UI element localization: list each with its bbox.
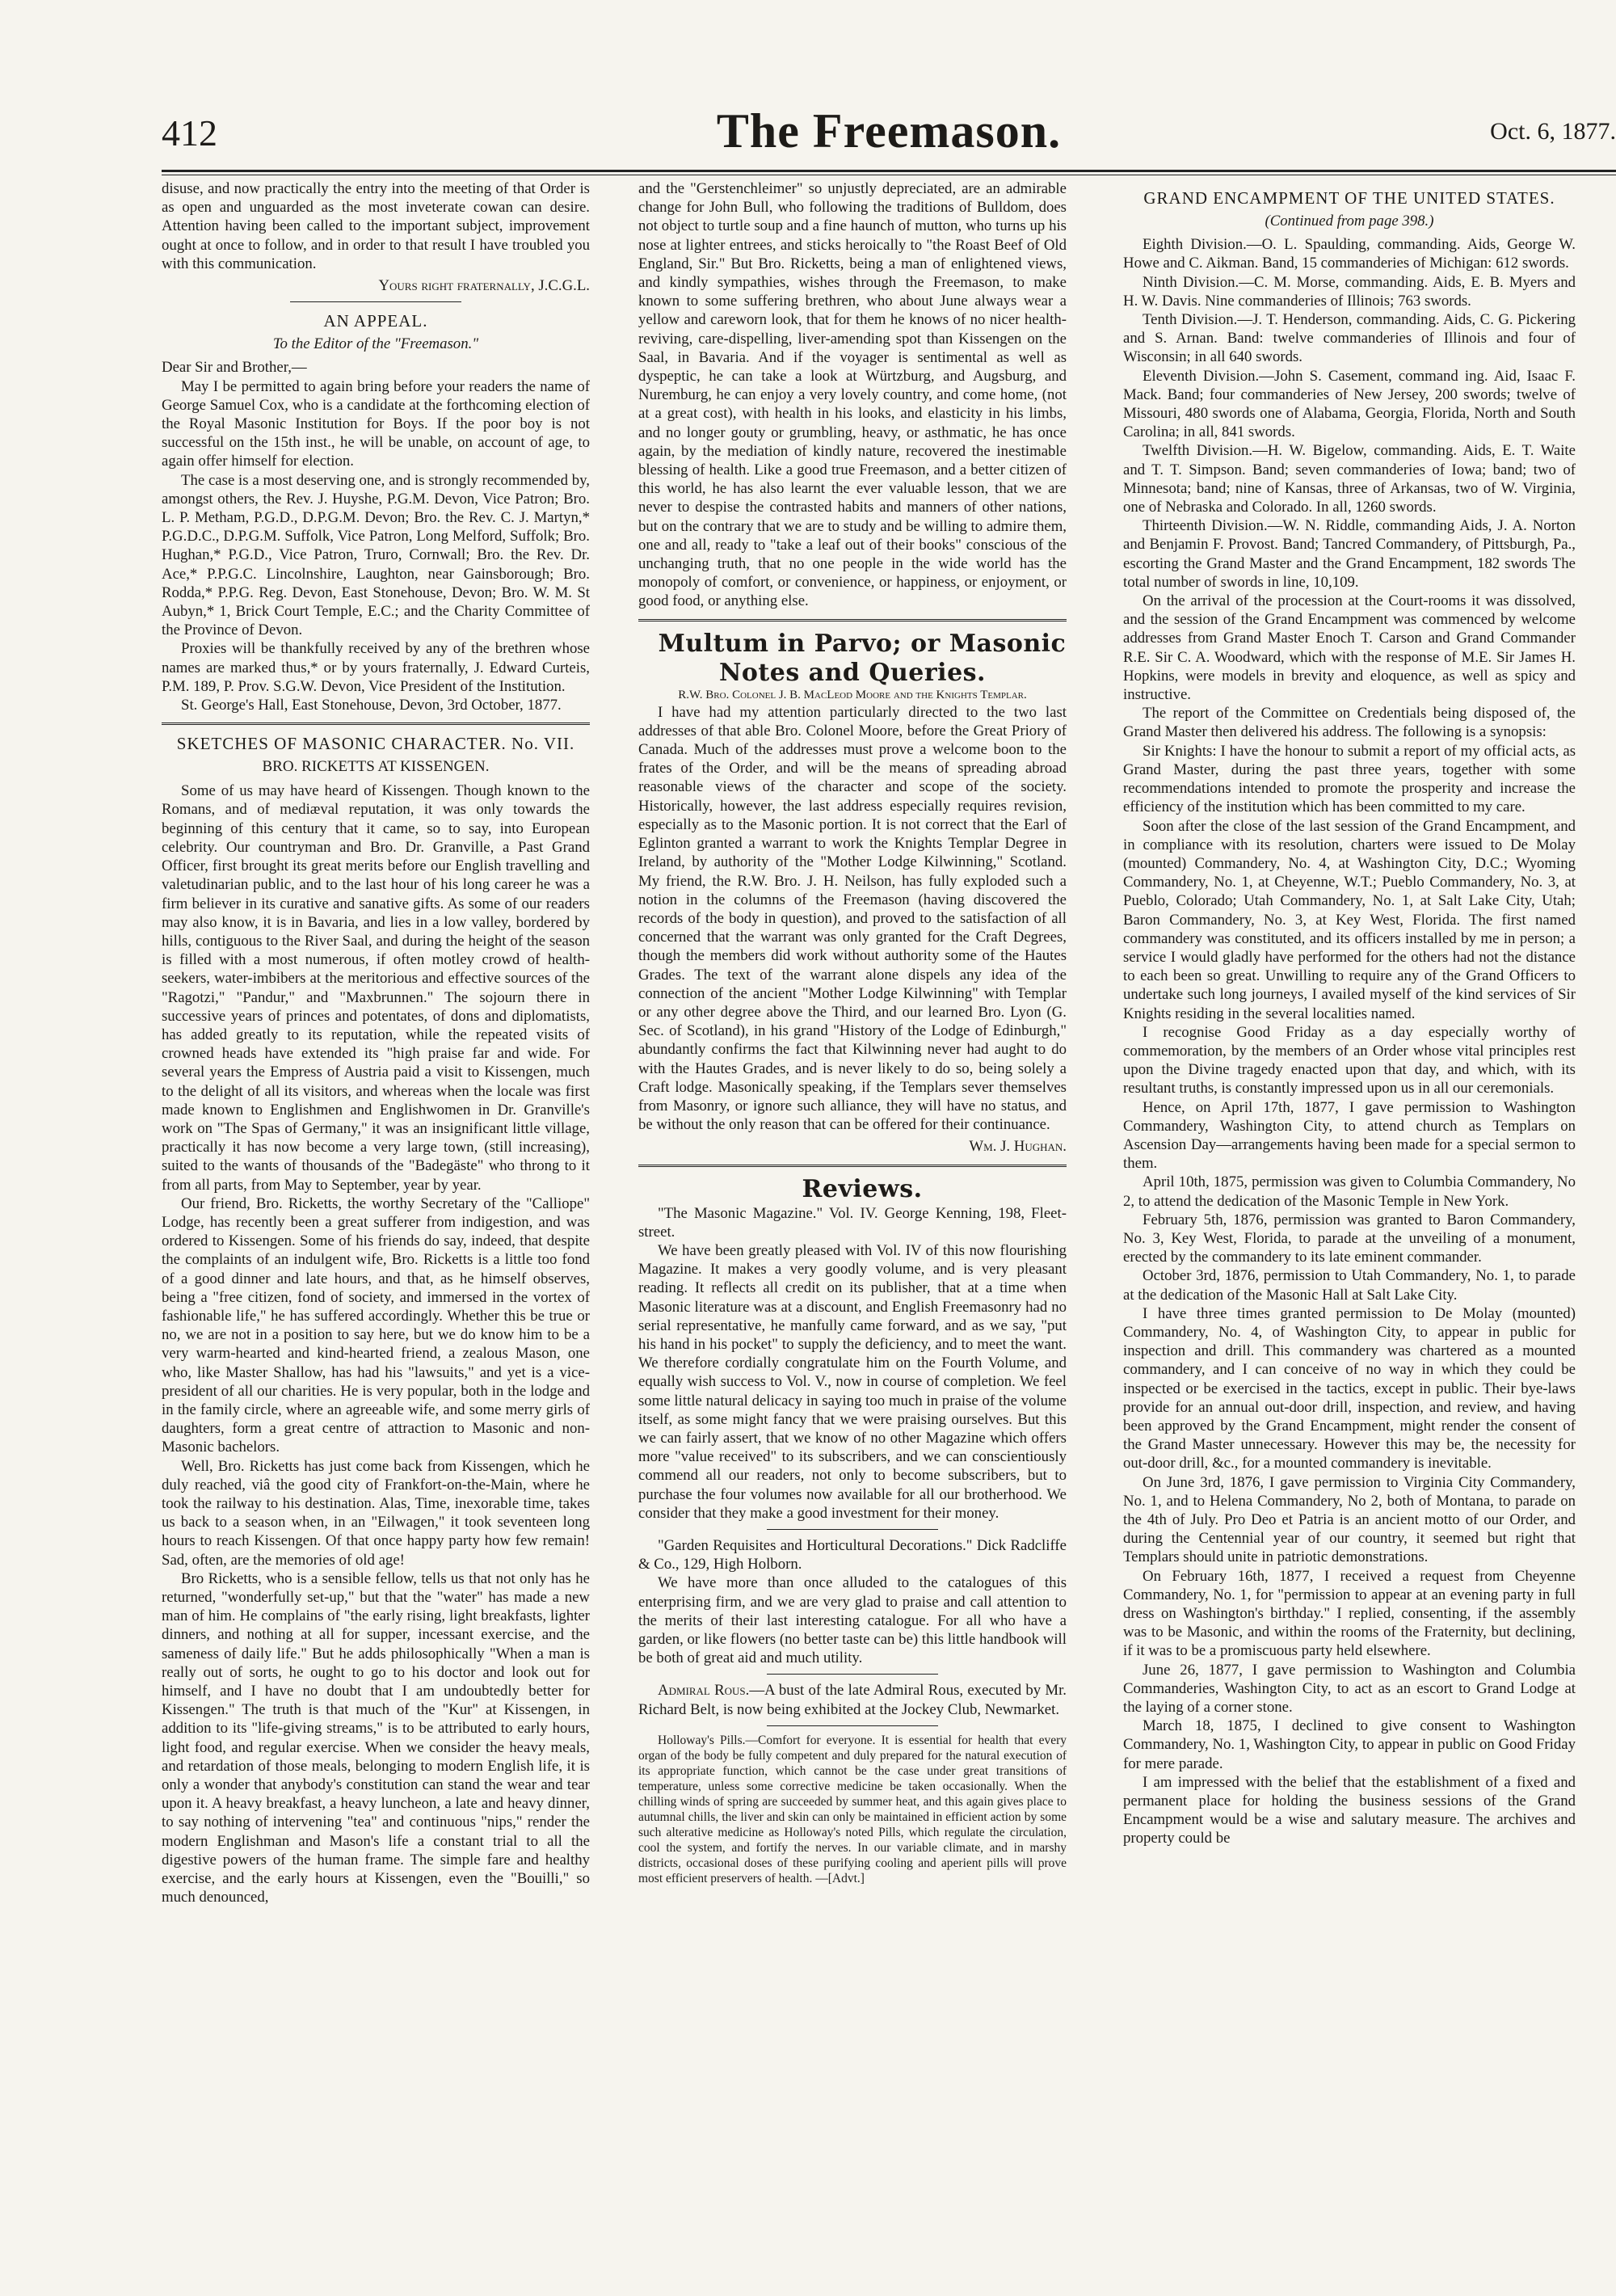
reviews-title: Reviews. [802, 1174, 923, 1203]
report-paragraph: I am impressed with the belief that the establishment of a fixed and permanent place for holding the business sessions of the Grand Encampment would be a wise and salutary measure. The archives and property could be [1123, 1773, 1576, 1847]
sketch-paragraph: Some of us may have heard of Kissengen. Though known to the Romans, and of mediæval reputation, it was only towards the beginning of this century that it came, so to say, into European celebrity. Our countryman and Bro. Dr. Granville, a Past Grand Officer, first brought its great merits before our English travelling and valetudinarian public, and to the last hour of his long career he was a firm believer in its curative and sanative gifts. As some of our readers may also know, it is in Bavaria, and lies in a low valley, bordered by hills, contiguous to the River Saal, and during the height of the season is filled with a most numerous, if often motley crowd of health-seekers, water-imbibers at the meritorious and effective sources of the "Ragotzi," "Pandur," and "Maxbrunnen." The sojourn there in successive years of princes and potentates, of dons and diplomatists, has added greatly to its reputation, while the repeated visits of crowned heads have extended its "high praise far and wide. For several years the Empress of Austria paid a visit to Kissengen, much to the delight of all its visitors, and whereas when the locale was first made known to Englishmen and Englishwomen in Dr. Granville's work on "The Spas of Germany," it was an insignificant little village, practically it has now become a very large town, (still increasing), suited to the wants of thousands of the "Badegäste" who throng to it from all parts, from May to September, year by year. [162, 782, 590, 1194]
sketch-title: SKETCHES OF MASONIC CHARACTER. No. VII. [176, 734, 575, 754]
report-paragraph: On February 16th, 1877, I received a request from Cheyenne Commandery, No. 1, for "permission to appear at an evening party in full dress on Washington's birthday." I replied, consenting, if the assembly was to be Masonic, and within the rooms of the Fraternity, but declining, if it was to be a promiscuous party held elsewhere. [1123, 1567, 1576, 1660]
masthead-rule [162, 170, 1616, 172]
sketch-paragraph: Well, Bro. Ricketts has just come back from Kissengen, which he duly reached, viâ the good city of Frankfort-on-the-Main, where he took the railway to his destination. Alas, Time, inexorable time, takes us back to a season when, in an "Eilwagen," it took seventeen long hours to reach Kissengen. Of that once happy party how few remain! Sad, often, are the memories of old age! [162, 1457, 590, 1569]
sketch-subtitle: BRO. RICKETTS AT KISSENGEN. [262, 758, 490, 776]
section-rule [162, 723, 590, 725]
sketch-continuation: and the "Gerstenchleimer" so unjustly depreciated, are an admirable change for John Bull, who following the traditions of Bulldom, does not object to turtle soup and a fine haunch of mutton, who turns up his nose at lighter entrees, and sticks heroically to "the Roast Beef of Old England, Sir." But Bro. Ricketts, being a man of enlightened views, and kindly sympathies, wishes through the Freemason, to make known to some suffering brethren, who about June always wear a yellow and careworn look, that for them he knows of no nicer health-reviving, care-dispelling, liver-amending spot than Kissengen on the Saal, in Bavaria. And if the voyager is sentimental as well as dyspeptic, he can take a look at Würtzburg, and Augsburg, and Nuremburg, he can enjoy a very lovely country, and come home, (not at a great cost), with health in his looks, and elasticity in his limbs, and no longer gouty or grumbling, heavy, or asthmatic, he has once again, by the mediation of kindly nature, recovered the inestimable blessing of health. Like a good true Freemason, and a better citizen of this world, he has also learnt the ever valuable lesson, that we are never to despise the contrasted habits and manners of other nations, but on the contrary that we are to study and be willing to admire them, one and all, ready to "take a leaf out of their books" conscious of the unchanging truth, that no one people in the wide world has the monopoly of comfort, or convenience, or happiness, or enjoyment, or good food, or anything else. [638, 180, 1067, 610]
multum-paragraph: I have had my attention particularly directed to the two last addresses of that able Bro. Colonel Moore, before the Great Priory of Canada. Much of the addresses must prove a welcome boon to the frates of the Order, and will be the means of spreading abroad reasonable views of the character and scope of the society. Historically, however, the last address especially requires revision, especially as to the Masonic portion. It is not correct that the Earl of Eglinton granted a warrant to work the Knights Templar Degree in Ireland, by authority of the "Mother Lodge Kilwinning," Scotland. My friend, the R.W. Bro. J. H. Neilson, has fully exploded such a notion in the columns of the Freemason (having discovered the records of the body in question), and proved to the satisfaction of all concerned that the warrant was only granted for the Craft Degrees, though the members did work without authority some of the Hautes Grades. The text of the warrant alone dispels any idea of the connection of the ancient "Mother Lodge Kilwinning" with Templar or any other degree above the Third, and our learned Bro. Lyon (G. Sec. of Scotland), in his grand "History of the Lodge of Edinburgh," abundantly confirms the fact that Kilwinning never had aught to do with the Hautes Grades, and is never likely to do so, being solely a Craft lodge. Masonically speaking, if the Templars sever themselves from Masonry, or ignore such alliance, they will have no status, and be without the only reason that can be offered for their continuance. [638, 703, 1067, 1134]
division-entry: Ninth Division.—C. M. Morse, commanding. Aids, E. B. Myers and H. W. Davis. Nine commanderies of Illinois; 763 swords. [1123, 273, 1576, 310]
division-entry: Eighth Division.—O. L. Spaulding, commanding. Aids, George W. Howe and C. Aikman. Band, 15 commanderies of Michigan: 612 swords. [1123, 236, 1576, 272]
section-rule [638, 619, 1067, 621]
report-paragraph: Sir Knights: I have the honour to submit a report of my official acts, as Grand Master, during the past three years, together with some recommendations intended to promote the prosperity and increase the efficiency of the institution which has been committed to my care. [1123, 742, 1576, 816]
encampment-title: GRAND ENCAMPMENT OF THE UNITED STATES. [1143, 188, 1555, 208]
report-paragraph: I recognise Good Friday as a day especially worthy of commemoration, by the members of an Order whose vital principles rest upon the Divine tragedy enacted upon that day, and which, with its resultant truths, is constantly impressed upon us in all our ceremonials. [1123, 1023, 1576, 1097]
multum-title: Multum in Parvo; or Masonic Notes and Queries. [658, 629, 1067, 687]
divider [767, 1529, 938, 1530]
report-paragraph: On the arrival of the procession at the Court-rooms it was dissolved, and the session of the Grand Encampment was commenced by welcome addresses from Grand Master Enoch T. Carson and Grand Commander R.E. Sir C. A. Woodward, which with the response of M.E. Sir James H. Hopkins, were models in brevity and eloquence, as well as spicy and instructive. [1123, 592, 1576, 704]
section-rule [638, 1165, 1067, 1167]
letter-signature: Yours right fraternally, J.C.G.L. [378, 277, 590, 295]
letter-end: disuse, and now practically the entry into the meeting of that Order is as open and unguarded as the most inveterate cowan can desire. Attention having been called to the important subject, improvement ought at once to follow, and in order to that result I have troubled you with this communication. [162, 180, 590, 272]
report-paragraph: Hence, on April 17th, 1877, I gave permission to Washington Commandery, Washington City, to attend church as Templars on Ascension Day—arrangements having been made for a special sermon to them. [1123, 1098, 1576, 1173]
appeal-paragraph: The case is a most deserving one, and is strongly recommended by, amongst others, the Rev. J. Huyshe, P.G.M. Devon, Vice Patron; Bro. L. P. Metham, P.G.D., D.P.G.M. Devon; Bro. the Rev. C. J. Martyn,* P.G.D.C., D.P.G.M. Suffolk, Vice Patron, Long Melford, Suffolk; Bro. Hughan,* P.G.D., Vice Patron, Truro, Cornwall; Bro. the Rev. Dr. Ace,* P.P.G.C. Lincolnshire, Laughton, near Gainsborough; Bro. Rodda,* P.P.G. Reg. Devon, East Stonehouse, Devon; Bro. W. M. St Aubyn,* 1, Brick Court Temple, E.C.; and the Charity Committee of the Province of Devon. [162, 471, 590, 639]
sketch-paragraph: Our friend, Bro. Ricketts, the worthy Secretary of the "Calliope" Lodge, has recently been a great sufferer from indigestion, and was ordered to Kissengen. Some of his friends do say, indeed, that despite the complaints of an indulgent wife, Bro. Ricketts is a little too fond of a good dinner and late hours, and that, as he himself observes, being a "free citizen, fond of society, and immersed in the vortex of fashionable life," he has suffered accordingly. Whether this be true or no, we are not in a position to say here, but we do know him to be a very warm-hearted and kind-hearted friend, a zealous Mason, one who, like Master Shallow, has had his "lawsuits," and yet is a vice-president of all our charities. He is very popular, both in the lodge and in the family circle, where an agreeable wife, and some merry girls of daughters, form a great centre of attraction to Masonic and non-Masonic bachelors. [162, 1194, 590, 1456]
review-body: We have more than once alluded to the catalogues of this enterprising firm, and we are very glad to praise and call attention to the merits of their last interesting catalogue. For all who have a garden, or like flowers (no better taste can be) this little handbook will be both of great aid and much utility. [638, 1574, 1067, 1667]
multum-signature: Wm. J. Hughan. [969, 1138, 1067, 1156]
appeal-paragraph: Proxies will be thankfully received by any of the brethren whose names are marked thus,* or by yours fraternally, J. Edward Curteis, P.M. 189, P. Prov. S.G.W. Devon, Vice President of the Institution. [162, 640, 590, 695]
column-2 [638, 179, 1067, 1886]
report-paragraph: On June 3rd, 1876, I gave permission to Virginia City Commandery, No. 1, and to Helena Commandery, No 2, both of Montana, to parade on the 4th of July. Pro Deo et Patria is an ancient motto of our Order, and during the Centennial year of our country, it seemed but right that Templars should unite in patriotic demonstrations. [1123, 1473, 1576, 1566]
report-paragraph: October 3rd, 1876, permission to Utah Commandery, No. 1, to parade at the dedication of the Masonic Hall at Salt Lake City. [1123, 1267, 1576, 1304]
report-paragraph: February 5th, 1876, permission was granted to Baron Commandery, No. 3, Key West, Florida, to parade at the unveiling of a monument, erected by the commandery to its late eminent commander. [1123, 1211, 1576, 1266]
sketch-paragraph: Bro Ricketts, who is a sensible fellow, tells us that not only has he returned, "wonderfully set-up," but that the "water" has made a new man of him. He complains of "the early rising, light breakfasts, lighter dinners, and nothing at all for supper, incessant exercise, and the sameness of daily life." But he adds philosophically "When a man is really out of sorts, he ought to go to his doctor and look out for himself, and I have no doubt that I am undoubtedly better for Kissengen." The truth is that much of the "Kur" at Kissengen, in addition to its "life-giving streams," is to be attributed to early hours, light food, and regular exercise. When we consider the heavy meals, and retardation of those meals, belonging to modern English life, it is only a wonder that anybody's constitution can stand the wear and tear upon it. A heavy breakfast, a heavy luncheon, a late and heavy dinner, to say nothing of intervening "tea" and continuous "nips," render the modern Englishman and Mason's life a constant trial to all the digestive powers of the human frame. The simple fare and healthy exercise, and the early hours at Kissengen, even the "Bouilli," so much denounced, [162, 1569, 590, 1906]
multum-subtitle: R.W. Bro. Colonel J. B. MacLeod Moore and the Knights Templar. [678, 688, 1027, 701]
division-entry: Twelfth Division.—H. W. Bigelow, commanding. Aids, E. T. Waite and T. T. Simpson. Band; seven commanderies of Iowa; band; two of Minnesota; band; nine of Kansas, three of Arkansas, two of W. Virginia, one of Nebraska and Colorado. In all, 1260 swords. [1123, 442, 1576, 516]
admiral-body: —A bust of the late Admiral Rous, executed by Mr. Richard Belt, is now being exhibited at the Jockey Club, Newmarket. [638, 1682, 1067, 1718]
report-paragraph: June 26, 1877, I gave permission to Washington and Columbia Commanderies, Washington City, to act as an escort to Grand Lodge at the laying of a corner stone. [1123, 1661, 1576, 1717]
review-heading: "Garden Requisites and Horticultural Decorations." Dick Radcliffe & Co., 129, High Holborn. [638, 1537, 1067, 1573]
report-paragraph: April 10th, 1875, permission was given to Columbia Commandery, No 2, to attend the dedication of the Masonic Temple in New York. [1123, 1173, 1576, 1210]
column-3 [1123, 179, 1576, 1848]
appeal-addressee: To the Editor of the "Freemason." [272, 335, 479, 353]
issue-date: Oct. 6, 1877. [1490, 118, 1616, 145]
divider [767, 1674, 938, 1675]
division-entry: Thirteenth Division.—W. N. Riddle, commanding Aids, J. A. Norton and Benjamin F. Provost. Band; Tancred Commandery, of Pittsburgh, Pa., escorting the Grand Master and the Grand Encampment, 182 swords The total number of swords in line, 10,109. [1123, 517, 1576, 591]
division-entry: Tenth Division.—J. T. Henderson, commanding. Aids, C. G. Pickering and S. Arnan. Band: twelve commanderies of Illinois and four of Wisconsin; in all 640 swords. [1123, 311, 1576, 366]
report-paragraph: Soon after the close of the last session of the Grand Encampment, and in compliance with its resolution, charters were issued to De Molay (mounted) Commandery, No. 4, at Washington City, D.C.; Wyoming Commandery, No. 1, at Cheyenne, W.T.; Pueblo Commandery, No. 3, at Pueblo, Colorado; Utah Commandery, No. 1, at Salt Lake City, Utah; Baron Commandery, No. 3, at Key West, Florida. The first named commandery was constituted, and its officers installed by me in person; a service I would gladly have performed for the others had not the distance to each been so great. Unwilling to require any of the Grand Officers to undertake such long journeys, I availed myself of the kind services of Sir Knights residing in the several localities named. [1123, 817, 1576, 1022]
divider [290, 301, 461, 302]
appeal-title: AN APPEAL. [323, 311, 428, 331]
review-heading: "The Masonic Magazine." Vol. IV. George Kenning, 198, Fleet-street. [638, 1204, 1067, 1241]
page-number: 412 [162, 112, 217, 154]
newspaper-title: The Freemason. [716, 104, 1062, 158]
column-1 [162, 179, 590, 1906]
masthead [162, 103, 1616, 176]
divider [767, 1725, 938, 1726]
appeal-address: St. George's Hall, East Stonehouse, Devon, 3rd October, 1877. [181, 697, 562, 714]
continued-note: (Continued from page 398.) [1265, 213, 1434, 230]
report-paragraph: The report of the Committee on Credentials being disposed of, the Grand Master then delivered his address. The following is a synopsis: [1123, 705, 1576, 741]
advertisement: Holloway's Pills.—Comfort for everyone. It is essential for health that every organ of the body be fully competent and duly prepared for the natural execution of its appropriate function, which cannot be the case under great transitions of temperature, unless some corrective medicine be taken occasionally. When the chilling winds of spring are succeeded by summer heat, and this again gives place to autumnal chills, the liver and skin can only be maintained in efficient action by some such alterative medicine as Holloway's noted Pills, which regulate the circulation, cool the system, and fortify the nerves. In our variable climate, and in marshy districts, occasional doses of these purifying cooling and aperient pills will prove most efficient preservers of health. —[Advt.] [638, 1733, 1067, 1885]
division-entry: Eleventh Division.—John S. Casement, command ing. Aid, Isaac F. Mack. Band; four commanderies of New Jersey, 200 swords; twelve of Missouri, 480 swords one of Alabama, Georgia, Florida, North and South Carolina; in all, 841 swords. [1123, 367, 1576, 441]
appeal-salutation: Dear Sir and Brother,— [162, 359, 307, 377]
report-paragraph: March 18, 1875, I declined to give consent to Washington Commandery, No. 1, Washington City, to appear in public on Good Friday for mere parade. [1123, 1717, 1576, 1772]
admiral-heading: Admiral Rous. [658, 1682, 750, 1700]
report-paragraph: I have three times granted permission to De Molay (mounted) Commandery, No. 4, of Washington City, to appear in public for inspection and drill. This commandery was chartered as a mounted commandery, and I can conceive of no way in which they could be inspected or be exercised in the tactics, except in public. Their bye-laws provide for an annual out-door drill, inspection, and review, and having been approved by the Grand Encampment, might render the consent of the Grand Master unnecessary. However this may be, the necessity for out-door drill, &c., for a mounted commandery is inevitable. [1123, 1304, 1576, 1472]
review-body: We have been greatly pleased with Vol. IV of this now flourishing Magazine. It makes a very goodly volume, and is very pleasant reading. It reflects all credit on its publisher, that at a time when Masonic literature was at a discount, and English Freemasonry had no serial representative, he manfully came forward, and as we say, "put his hand in his pocket" to supply the deficiency, and to meet the want. We therefore cordially congratulate him on the Fourth Volume, and equally wish success to Vol. V., now in course of completion. We feel some little natural delicacy in saying too much in praise of the volume itself, as some might fancy that we were praising ourselves. But this we can fairly assert, that we know of no other Magazine which offers more "value received" to its subscribers, and we can conscientiously commend all our readers, not only to become subscribers, but to purchase the four volumes now available for all our brotherhood. We consider that they make a good investment for their money. [638, 1241, 1067, 1522]
appeal-paragraph: May I be permitted to again bring before your readers the name of George Samuel Cox, who is a candidate at the forthcoming election of the Royal Masonic Institution for Boys. If the poor boy is not successful on the 15th inst., he will be unable, on account of age, to again offer himself for election. [162, 377, 590, 470]
